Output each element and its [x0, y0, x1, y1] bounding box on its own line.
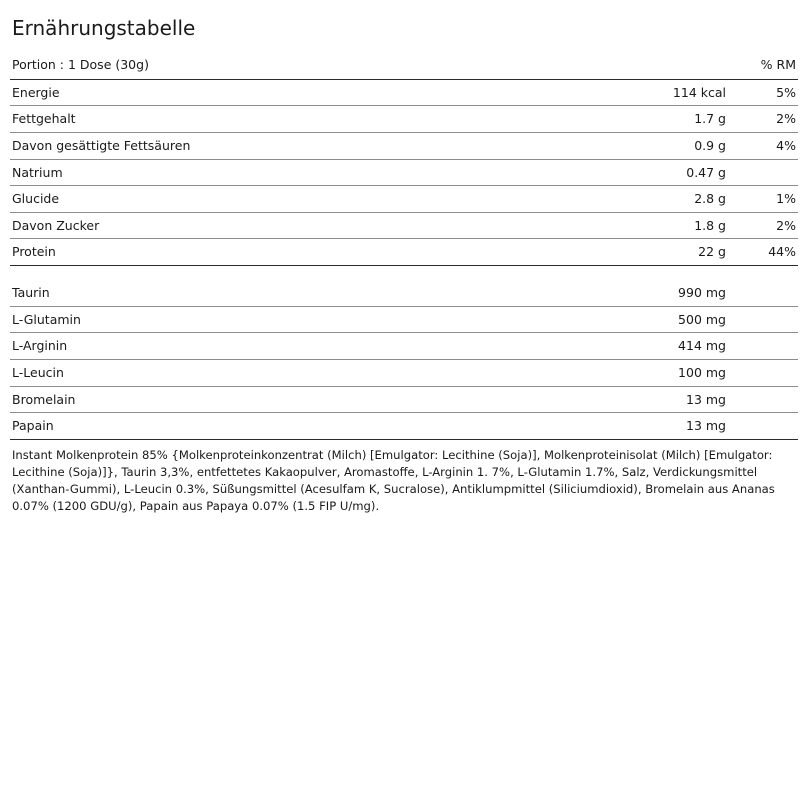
row-label: L-Arginin	[10, 333, 534, 360]
table-row	[10, 239, 798, 266]
spacer-cell	[732, 266, 798, 281]
row-value: 1.8 g	[534, 212, 732, 239]
row-value: 1.7 g	[534, 106, 732, 133]
row-label: Taurin	[10, 280, 534, 306]
nutrition-table	[10, 52, 798, 440]
row-value: 500 mg	[534, 306, 732, 333]
table-section-spacer	[10, 266, 798, 281]
row-value: 990 mg	[534, 280, 732, 306]
table-row	[10, 79, 798, 106]
table-row	[10, 159, 798, 186]
row-label: Davon gesättigte Fettsäuren	[10, 132, 534, 159]
row-label: L-Leucin	[10, 359, 534, 386]
page-title: Ernährungstabelle	[12, 16, 196, 40]
nutrition-table-body	[10, 52, 798, 439]
row-value: 100 mg	[534, 359, 732, 386]
row-label: Papain	[10, 413, 534, 440]
table-row	[10, 186, 798, 213]
table-row	[10, 333, 798, 360]
row-value: 0.47 g	[534, 159, 732, 186]
table-row	[10, 106, 798, 133]
row-value: 2.8 g	[534, 186, 732, 213]
row-rm	[732, 159, 798, 186]
row-label: Natrium	[10, 159, 534, 186]
row-value: 13 mg	[534, 386, 732, 413]
row-rm	[732, 413, 798, 440]
table-header-row	[10, 52, 798, 79]
row-rm: 44%	[732, 239, 798, 266]
row-rm	[732, 386, 798, 413]
row-rm: 2%	[732, 106, 798, 133]
row-rm: 4%	[732, 132, 798, 159]
portion-label: Portion : 1 Dose (30g)	[10, 52, 534, 79]
row-value: 414 mg	[534, 333, 732, 360]
header-value-spacer	[534, 52, 732, 79]
row-rm	[732, 359, 798, 386]
table-row	[10, 306, 798, 333]
rm-header-label: % RM	[732, 52, 798, 79]
row-rm	[732, 306, 798, 333]
row-rm: 2%	[732, 212, 798, 239]
row-label: Bromelain	[10, 386, 534, 413]
row-label: Davon Zucker	[10, 212, 534, 239]
spacer-cell	[10, 266, 534, 281]
row-value: 22 g	[534, 239, 732, 266]
table-row	[10, 280, 798, 306]
row-rm: 5%	[732, 79, 798, 106]
spacer-cell	[534, 266, 732, 281]
row-label: Glucide	[10, 186, 534, 213]
row-label: Protein	[10, 239, 534, 266]
row-rm: 1%	[732, 186, 798, 213]
table-row	[10, 132, 798, 159]
row-value: 114 kcal	[534, 79, 732, 106]
row-value: 0.9 g	[534, 132, 732, 159]
row-label: L-Glutamin	[10, 306, 534, 333]
table-row	[10, 386, 798, 413]
row-rm	[732, 280, 798, 306]
row-rm	[732, 333, 798, 360]
row-label: Energie	[10, 79, 534, 106]
table-row	[10, 212, 798, 239]
table-row	[10, 413, 798, 440]
table-row	[10, 359, 798, 386]
ingredients-text: Instant Molkenprotein 85% {Molkenproteinkonzentrat (Milch) [Emulgator: Lecithine (Soja)], Molkenproteinisolat (Milch) [Emulgator: Lecithine (Soja)]}, Taurin 3,3%, entfettetes Kakaopulver, Aromastoffe, L-Arginin 1. 7%, L-Glutamin 1.7%, Salz, Verdickungsmittel (Xanthan-Gummi), L-Leucin 0.3%, Süßungsmittel (Acesulfam K, Sucralose), Antiklumpmittel (Siliciumdioxid), Bromelain aus Ananas 0.07% (1200 GDU/g), Papain aus Papaya 0.07% (1.5 FIP U/mg).	[12, 447, 775, 514]
row-label: Fettgehalt	[10, 106, 534, 133]
row-value: 13 mg	[534, 413, 732, 440]
